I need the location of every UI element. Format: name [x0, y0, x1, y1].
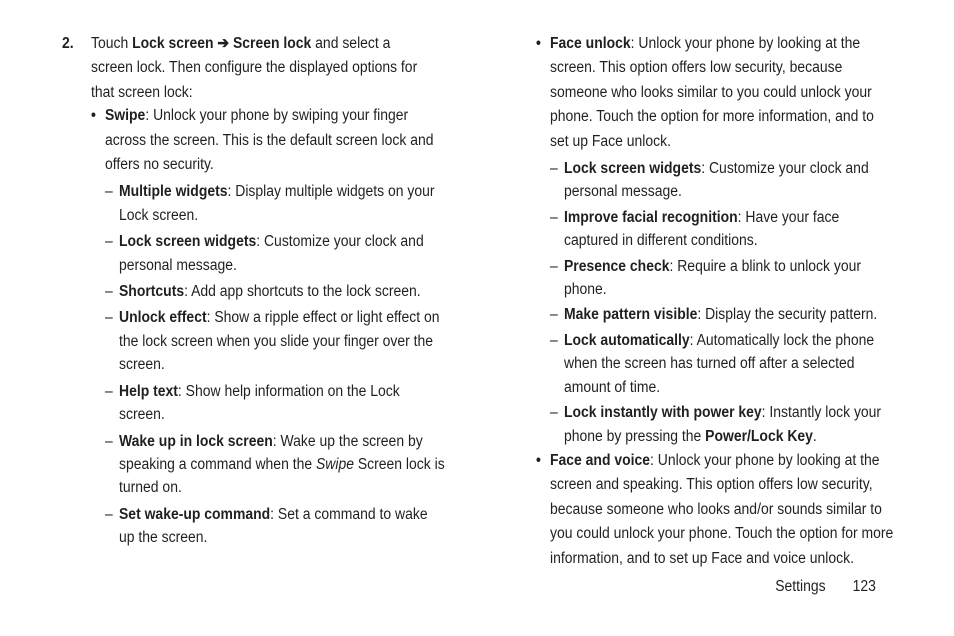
- step-2: [62, 32, 462, 105]
- dash-icon: –: [105, 183, 113, 201]
- face-voice-line: because someone who looks and/or sounds similar to: [550, 500, 882, 518]
- step-line-1: [91, 32, 425, 56]
- option-line: [119, 280, 428, 303]
- option-line: [119, 180, 435, 203]
- option-line: up the screen.: [119, 529, 208, 547]
- dash-icon: –: [105, 432, 113, 450]
- option-line: [119, 503, 428, 526]
- term: Unlock effect: [119, 309, 207, 327]
- option-line: when the screen has turned off after a selected: [564, 355, 855, 373]
- desc: : Show a ripple effect or light effect on: [206, 309, 440, 327]
- left-column: [62, 32, 462, 550]
- desc: : Set a command to wake: [270, 505, 428, 523]
- option-line: [119, 306, 440, 329]
- desc: : Automatically lock the phone: [689, 331, 875, 349]
- desc: : Unlock your phone by swiping your finger: [145, 107, 409, 125]
- desc: : Customize your clock and: [256, 233, 424, 251]
- step-text: and select a: [311, 35, 391, 52]
- bullet-face-unlock: [536, 32, 902, 154]
- swipe-line-3: offers no security.: [105, 156, 214, 174]
- arrow-icon: ➔: [213, 35, 233, 52]
- term: Multiple widgets: [119, 183, 228, 201]
- face-unlock-line-1: [550, 32, 867, 56]
- swipe-options: [105, 180, 462, 549]
- term: Help text: [119, 382, 178, 400]
- page-number: 123: [852, 578, 876, 595]
- dash-icon: –: [105, 309, 113, 327]
- option-line: [564, 157, 868, 180]
- option-line: [119, 430, 428, 453]
- menu-term-screen-lock: Screen lock: [232, 35, 312, 52]
- option-improve-facial-recognition: [550, 206, 902, 253]
- term-face-unlock: Face unlock: [550, 35, 631, 52]
- term: Lock instantly with power key: [564, 404, 762, 422]
- option-line: [564, 206, 868, 229]
- dash-icon: –: [550, 404, 558, 422]
- option-line: screen.: [119, 406, 165, 424]
- face-voice-line: information, and to set up Face and voice unlock.: [550, 549, 854, 567]
- option-line: Lock screen.: [119, 206, 199, 224]
- option-multiple-widgets: [105, 180, 462, 227]
- face-unlock-line: screen. This option offers low security, because: [550, 59, 843, 77]
- option-line: [564, 303, 878, 326]
- option-unlock-effect: [105, 306, 462, 376]
- swipe-line-2: across the screen. This is the default screen lock and: [105, 131, 434, 149]
- option-wake-up-in-lock-screen: [105, 430, 462, 500]
- face-voice-line-1: [550, 449, 880, 473]
- footer-section: Settings: [775, 578, 826, 595]
- desc: : Display multiple widgets on your: [227, 183, 435, 201]
- option-set-wake-up-command: [105, 503, 462, 550]
- option-presence-check: [550, 255, 902, 302]
- desc: : Have your face: [737, 208, 840, 226]
- option-line: [564, 255, 868, 278]
- menu-term-lock-screen: Lock screen: [132, 35, 214, 52]
- term: Set wake-up command: [119, 505, 271, 523]
- option-line: the lock screen when you slide your finger over the: [119, 332, 434, 350]
- term: Wake up in lock screen: [119, 432, 273, 450]
- option-lock-automatically: [550, 329, 902, 399]
- desc: : Customize your clock and: [701, 160, 869, 178]
- page-footer: [775, 578, 876, 596]
- term: Shortcuts: [119, 283, 185, 301]
- desc: .: [812, 427, 817, 445]
- term: Lock screen widgets: [119, 233, 257, 251]
- step-line-2: screen lock. Then configure the displayed options for: [91, 59, 418, 77]
- desc: : Instantly lock your: [761, 404, 882, 422]
- option-line: personal message.: [119, 256, 237, 274]
- step-line-3: that screen lock:: [91, 83, 193, 101]
- term-face-and-voice: Face and voice: [550, 451, 651, 469]
- option-line: [564, 329, 875, 352]
- face-unlock-line: phone. Touch the option for more information, and to: [550, 108, 874, 126]
- desc: : Require a blink to unlock your: [669, 257, 862, 275]
- bullet-swipe: [91, 104, 462, 177]
- option-line: [119, 453, 445, 476]
- dash-icon: –: [105, 382, 113, 400]
- term: Lock automatically: [564, 331, 690, 349]
- dash-icon: –: [105, 283, 113, 301]
- bullet-icon: •: [536, 451, 541, 469]
- option-line: turned on.: [119, 479, 182, 497]
- desc: : Show help information on the Lock: [177, 382, 400, 400]
- face-options: [550, 157, 902, 448]
- option-help-text: [105, 380, 462, 427]
- desc: : Unlock your phone by looking at the: [630, 35, 861, 52]
- desc: speaking a command when the: [119, 455, 316, 473]
- dash-icon: –: [550, 160, 558, 178]
- step-text: Touch: [91, 35, 133, 52]
- desc: phone by pressing the: [564, 427, 706, 445]
- right-column: [536, 32, 902, 571]
- desc: : Add app shortcuts to the lock screen.: [184, 283, 421, 301]
- dash-icon: –: [550, 208, 558, 226]
- bullet-icon: •: [536, 35, 541, 52]
- term-swipe: Swipe: [105, 107, 146, 125]
- dash-icon: –: [550, 257, 558, 275]
- italic-term-swipe: Swipe: [315, 455, 354, 473]
- dash-icon: –: [105, 505, 113, 523]
- option-lock-screen-widgets: [550, 157, 902, 204]
- option-line: screen.: [119, 356, 165, 374]
- bullet-face-and-voice: [536, 449, 902, 571]
- term: Make pattern visible: [564, 306, 698, 324]
- option-shortcuts: [105, 280, 462, 303]
- desc: : Wake up the screen by: [272, 432, 423, 450]
- dash-icon: –: [550, 306, 558, 324]
- option-line: amount of time.: [564, 378, 661, 396]
- option-lock-screen-widgets: [105, 230, 462, 277]
- option-line: [119, 380, 428, 403]
- face-voice-line: you could unlock your phone. Touch the option for more: [550, 525, 894, 543]
- term: Lock screen widgets: [564, 160, 702, 178]
- option-line: personal message.: [564, 183, 682, 201]
- option-line: phone.: [564, 281, 607, 299]
- swipe-line-1: [105, 104, 426, 128]
- dash-icon: –: [550, 331, 558, 349]
- face-unlock-line: set up Face unlock.: [550, 132, 671, 150]
- term: Presence check: [564, 257, 670, 275]
- face-voice-line: screen and speaking. This option offers low security,: [550, 476, 873, 494]
- term: Improve facial recognition: [564, 208, 738, 226]
- desc: : Unlock your phone by looking at the: [650, 451, 880, 469]
- step-number: 2.: [62, 35, 74, 52]
- key-term-power-lock: Power/Lock Key: [705, 427, 813, 445]
- dash-icon: –: [105, 233, 113, 251]
- option-line: [564, 401, 882, 424]
- option-lock-instantly-with-power-key: [550, 401, 902, 448]
- option-line: [564, 425, 868, 448]
- option-make-pattern-visible: [550, 303, 902, 326]
- bullet-icon: •: [91, 107, 96, 125]
- desc: : Display the security pattern.: [697, 306, 878, 324]
- option-line: [119, 230, 428, 253]
- desc: Screen lock is: [353, 455, 445, 473]
- option-line: captured in different conditions.: [564, 232, 758, 250]
- face-unlock-line: someone who looks similar to you could unlock your: [550, 83, 872, 101]
